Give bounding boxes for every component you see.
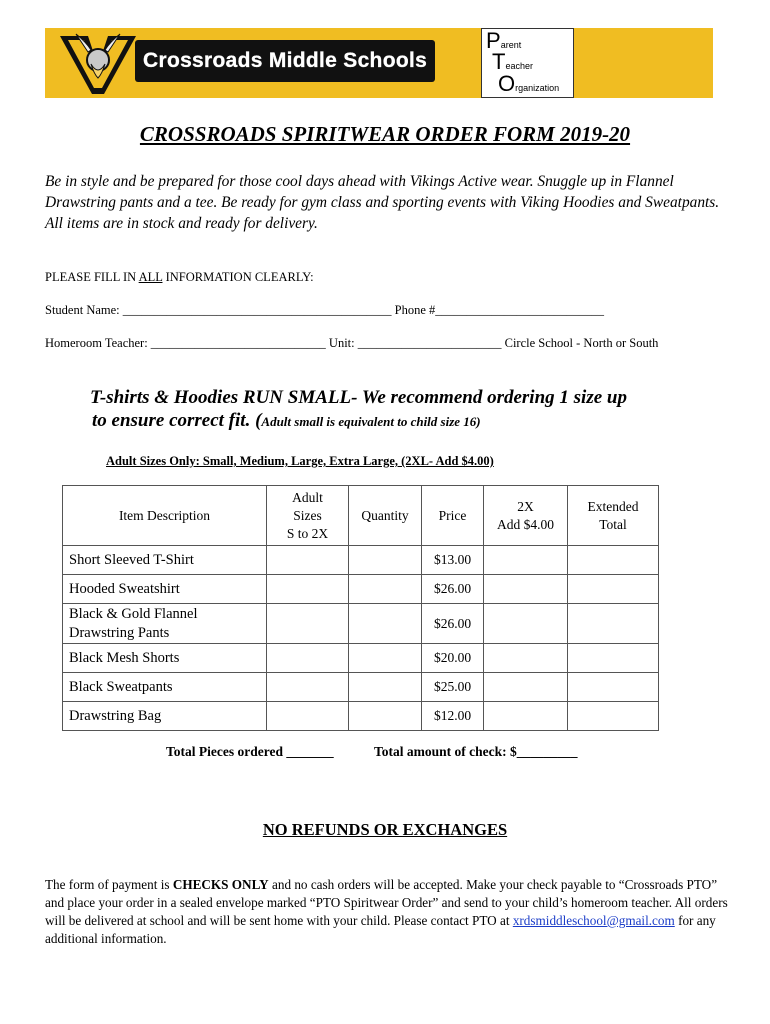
- table-row: [63, 604, 659, 644]
- total-amount-field[interactable]: Total amount of check: $_________: [374, 744, 578, 759]
- size-warning: T-shirts & Hoodies RUN SMALL- We recommend ordering 1 size up: [90, 387, 627, 408]
- size-warning-line2: to ensure correct fit. (Adult small is equivalent to child size 16): [92, 410, 481, 431]
- extended-total-cell[interactable]: [568, 673, 659, 702]
- header-price: Price: [422, 486, 484, 546]
- header-sizes: Adult Sizes S to 2X: [267, 486, 349, 546]
- fill-instructions: PLEASE FILL IN ALL INFORMATION CLEARLY:: [45, 270, 314, 284]
- pto-email-link[interactable]: xrdsmiddleschool@gmail.com: [512, 913, 675, 928]
- order-table: [62, 485, 659, 731]
- twox-cell[interactable]: [484, 702, 568, 731]
- quantity-cell[interactable]: [349, 604, 422, 644]
- row-item: Black Mesh Shorts: [63, 644, 267, 673]
- row-item: Black Sweatpants: [63, 673, 267, 702]
- row-item: Drawstring Bag: [63, 702, 267, 731]
- row-item: Black & Gold Flannel Drawstring Pants: [63, 604, 267, 644]
- size-cell[interactable]: [267, 546, 349, 575]
- pto-p: P: [486, 28, 501, 53]
- twox-cell[interactable]: [484, 604, 568, 644]
- twox-cell[interactable]: [484, 546, 568, 575]
- pto-o: O: [498, 71, 516, 96]
- extended-total-cell[interactable]: [568, 644, 659, 673]
- quantity-cell[interactable]: [349, 644, 422, 673]
- table-row: [63, 575, 659, 604]
- quantity-cell[interactable]: [349, 546, 422, 575]
- header-2x: 2X Add $4.00: [484, 486, 568, 546]
- size-cell[interactable]: [267, 604, 349, 644]
- pto-p-rest: arent: [500, 40, 522, 50]
- pto-t: T: [492, 49, 506, 74]
- table-header-row: [63, 486, 659, 546]
- row-price: $25.00: [422, 673, 484, 702]
- row-item: Hooded Sweatshirt: [63, 575, 267, 604]
- payment-instructions: The form of payment is CHECKS ONLY and no cash orders will be accepted. Make your check payable to “Crossroads PTO” and place your order in a sealed envelope marked “PTO Spiritwear Order” and send to your child’s homeroom teacher. All orders will be delivered at school and will be sent home with your child. Please contact PTO at xrdsmiddleschool@gmail.com for any additional information.: [45, 877, 728, 946]
- total-pieces-field[interactable]: Total Pieces ordered _______: [166, 744, 334, 759]
- row-price: $26.00: [422, 575, 484, 604]
- table-row: [63, 546, 659, 575]
- intro-paragraph: Be in style and be prepared for those cool days ahead with Vikings Active wear. Snuggle up in Flannel Drawstring pants and a tee. Be ready for gym class and sporting events with Viking Hoodies and Sweatpants. All items are in stock and ready for delivery.: [45, 173, 720, 232]
- viking-logo: [58, 30, 138, 96]
- quantity-cell[interactable]: [349, 702, 422, 731]
- size-cell[interactable]: [267, 575, 349, 604]
- size-cell[interactable]: [267, 702, 349, 731]
- table-row: [63, 702, 659, 731]
- quantity-cell[interactable]: [349, 575, 422, 604]
- pto-t-rest: eacher: [505, 61, 533, 71]
- no-refunds-notice: NO REFUNDS OR EXCHANGES: [262, 820, 508, 839]
- homeroom-unit-school-field[interactable]: Homeroom Teacher: ____________________________ Unit: _______________________ Circle School - North or South: [45, 336, 659, 350]
- twox-cell[interactable]: [484, 673, 568, 702]
- size-cell[interactable]: [267, 673, 349, 702]
- adult-sizes-note: Adult Sizes Only: Small, Medium, Large, Extra Large, (2XL- Add $4.00): [106, 454, 494, 468]
- table-row: [63, 673, 659, 702]
- student-name-phone-field[interactable]: Student Name: ___________________________________________ Phone #___________________________: [45, 303, 605, 317]
- size-cell[interactable]: [267, 644, 349, 673]
- extended-total-cell[interactable]: [568, 604, 659, 644]
- header-item-description: Item Description: [63, 486, 267, 546]
- row-item: Short Sleeved T-Shirt: [63, 546, 267, 575]
- extended-total-cell[interactable]: [568, 546, 659, 575]
- row-price: $26.00: [422, 604, 484, 644]
- form-title: CROSSROADS SPIRITWEAR ORDER FORM 2019-20: [139, 122, 631, 146]
- school-name: Crossroads Middle Schools: [135, 40, 435, 82]
- twox-cell[interactable]: [484, 575, 568, 604]
- header-extended-total: Extended Total: [568, 486, 659, 546]
- extended-total-cell[interactable]: [568, 575, 659, 604]
- pto-o-rest: rganization: [515, 83, 560, 93]
- pto-logo: [481, 28, 574, 98]
- quantity-cell[interactable]: [349, 673, 422, 702]
- row-price: $12.00: [422, 702, 484, 731]
- row-price: $20.00: [422, 644, 484, 673]
- extended-total-cell[interactable]: [568, 702, 659, 731]
- header-quantity: Quantity: [349, 486, 422, 546]
- twox-cell[interactable]: [484, 644, 568, 673]
- table-row: [63, 644, 659, 673]
- row-price: $13.00: [422, 546, 484, 575]
